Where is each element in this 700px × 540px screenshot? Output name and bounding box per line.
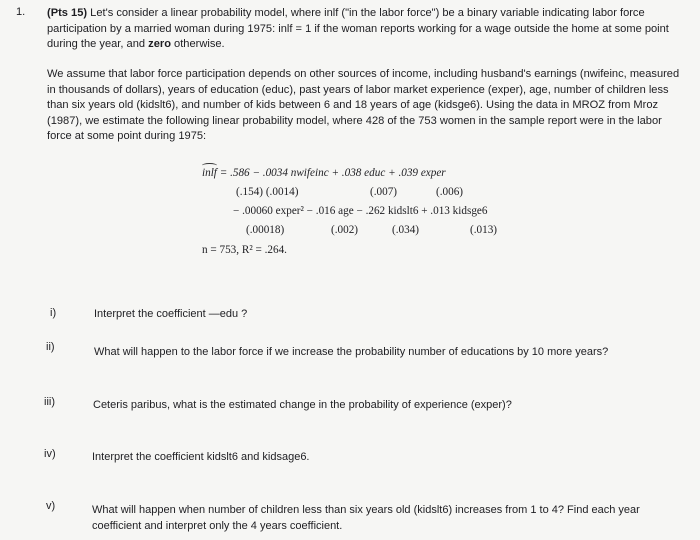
question-number: 1. [16, 6, 26, 18]
equation-se-2d: (.013) [470, 224, 498, 236]
sub-question-label: ii) [46, 341, 55, 353]
equation-line-1 [202, 167, 446, 179]
intro-bold-word: zero [148, 38, 171, 50]
equation-line-3: − .00060 exper² − .016 age − .262 kidslt6 + .013 kidsge6 [233, 205, 488, 217]
equation-lhs: inlf [202, 167, 217, 179]
sub-question-label: iii) [44, 396, 55, 408]
model-description: We assume that labor force participation depends on other sources of income, including husband's earnings (nwifeinc, measured in thousands of dollars), years of education (educ), past years of labor market experience (exper), age, number of children less than six years old (kidslt6), and number of kids between 6 and 18 years of age (kidsge6). Using the data in MROZ from Mroz (1987), we estimate the following linear probability model, where 428 of the 753 women in the sample report were in the labor force at some point during 1975: [47, 68, 680, 142]
equation-se-2a: (.00018) [246, 224, 285, 236]
sub-question-text: What will happen to the labor force if we increase the probability number of educations by 10 more years? [94, 346, 609, 358]
equation-stats: n = 753, R² = .264. [202, 244, 287, 256]
intro-text-a: Let's consider a linear probability model, where inlf ("in the labor force") be a binary variable indicating labor force participation by a married woman during 1975: inlf = 1 if the woman reports working for a wage outside the home at some point during the year, and [47, 7, 669, 50]
sub-question-label: i) [50, 307, 57, 319]
equation-se-1c: (.006) [436, 186, 464, 198]
equation-se-1a: (.154) (.0014) [236, 186, 299, 198]
sub-question-text: Interpret the coefficient kidslt6 and kidsage6. [92, 451, 310, 463]
equation-se-2c: (.034) [392, 224, 420, 236]
points-label: (Pts 15) [47, 7, 88, 19]
sub-question-text: Interpret the coefficient —edu ? [94, 308, 248, 320]
equation-se-1b: (.007) [370, 186, 398, 198]
sub-question-text: What will happen when number of children less than six years old (kidslt6) increases from 1 to 4? Find each year coefficient and interpret only the 4 years coefficient. [92, 504, 640, 532]
sub-question-label: iv) [44, 448, 56, 460]
equation-se-2b: (.002) [331, 224, 359, 236]
equation-line-1-rest: = .586 − .0034 nwifeinc + .038 educ + .039 exper [216, 167, 446, 179]
intro-text-b: otherwise. [170, 38, 225, 50]
sub-question-text: Ceteris paribus, what is the estimated change in the probability of experience (exper)? [93, 399, 512, 411]
question-intro [47, 6, 689, 53]
sub-question-label: v) [46, 500, 56, 512]
